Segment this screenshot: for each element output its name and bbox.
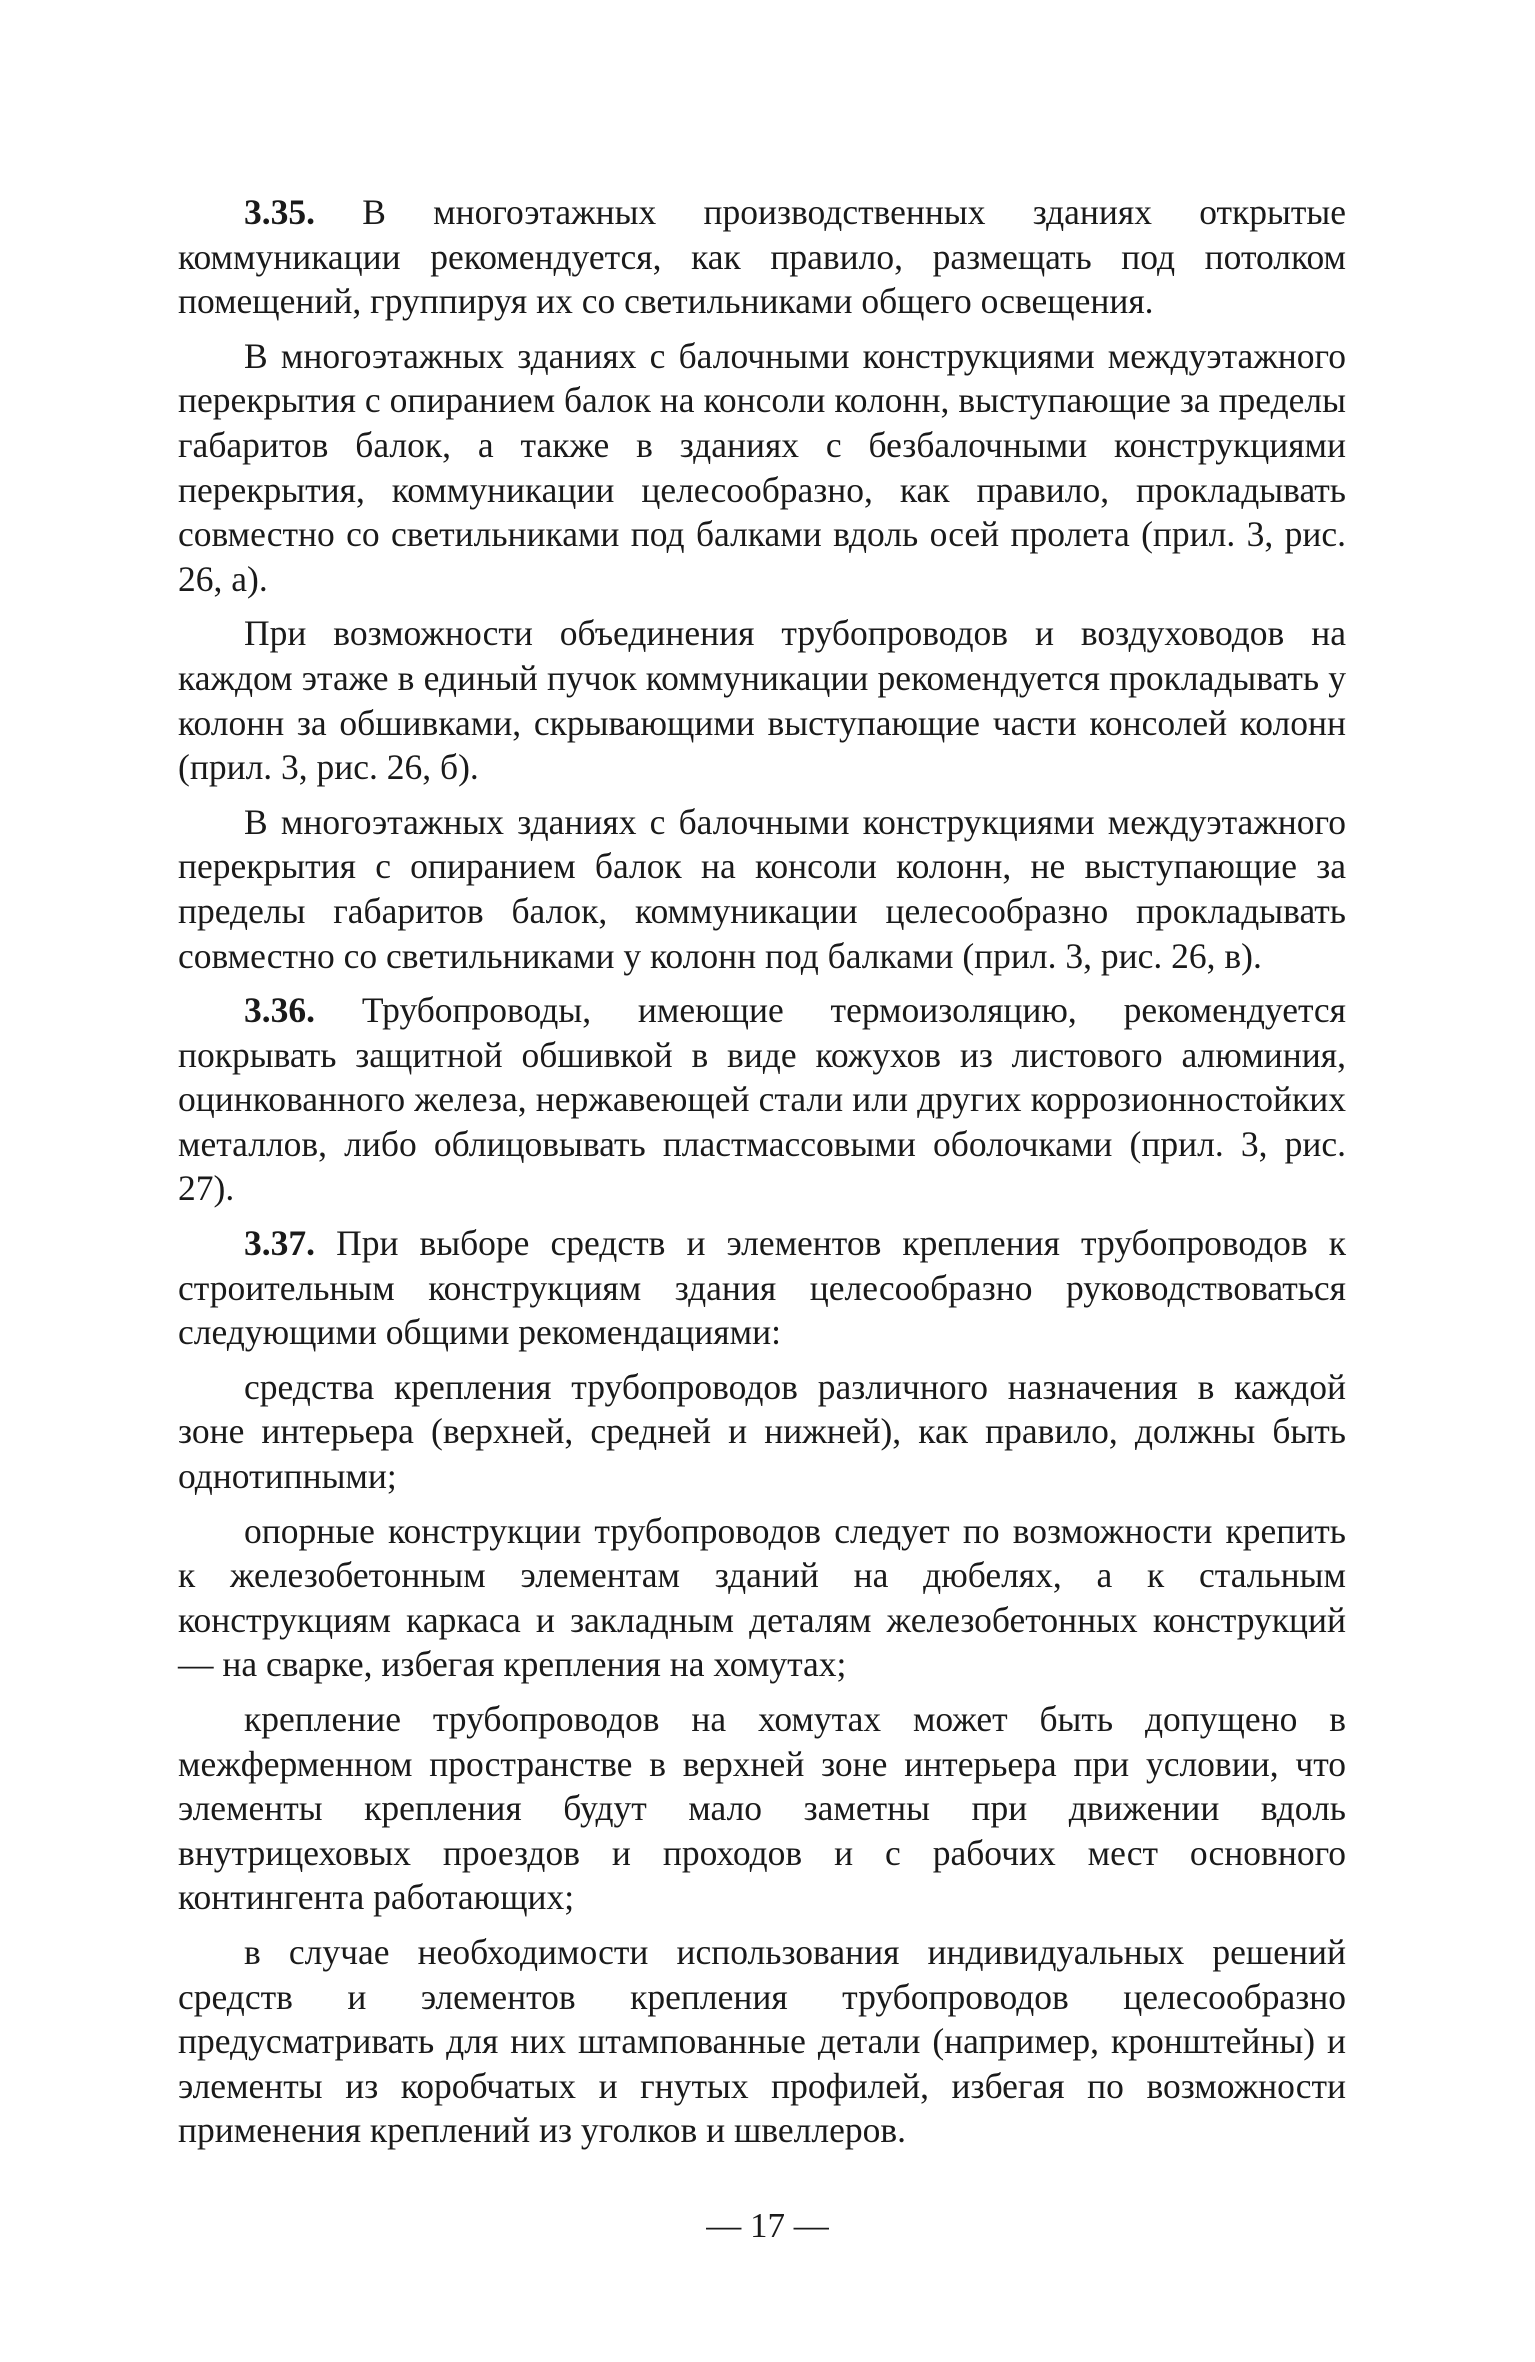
paragraph-text: опорные конструкции трубопроводов следует по возможности крепить к железобетонным элементам зданий на дюбелях, а к стальным конструкциям каркаса и закладным деталям железобетонных конструкций — на сварке, избегая крепления на хомутах; xyxy=(178,1510,1346,1685)
paragraph-text: При возможности объединения трубопроводов и воздуховодов на каждом этаже в единый пучок коммуникации рекомендуется прокладывать у колонн за обшивками, скрывающими выступающие части консолей колонн (прил. 3, рис. 26, б). xyxy=(178,613,1346,788)
paragraph-text: В многоэтажных зданиях с балочными конструкциями междуэтажного перекрытия с опиранием балок на консоли колонн, не выступающие за пределы габаритов балок, коммуникации целесообразно прокладывать совместно со светильниками у колонн под балками (прил. 3, рис. 26, в). xyxy=(178,801,1346,976)
paragraph-text: В многоэтажных производственных зданиях открытые коммуникации рекомендуется, как правило, размещать под потолком помещений, группируя их со светильниками общего освещения. xyxy=(178,192,1346,322)
paragraph-3-37 xyxy=(178,1221,1346,1355)
paragraph-text: Трубопроводы, имеющие термоизоляцию, рекомендуется покрывать защитной обшивкой в виде кожухов из листового алюминия, оцинкованного железа, нержавеющей стали или других коррозионностойких металлов, либо облицовывать пластмассовыми оболочками (прил. 3, рис. 27). xyxy=(178,990,1346,1209)
paragraph xyxy=(178,611,1346,789)
page-number: — 17 — xyxy=(706,2206,829,2245)
paragraph-text: в случае необходимости использования индивидуальных решений средств и элементов крепления трубопроводов целесообразно предусматривать для них штампованные детали (например, кронштейны) и элементы из коробчатых и гнутых профилей, избегая по возможности применения креплений из уголков и швеллеров. xyxy=(178,1931,1346,2151)
paragraph-text: При выборе средств и элементов крепления трубопроводов к строительным конструкциям здания целесообразно руководствоваться следующими общими рекомендациями: xyxy=(178,1223,1346,1353)
list-item xyxy=(178,1697,1346,1920)
paragraph-3-36 xyxy=(178,988,1346,1211)
paragraph-3-35 xyxy=(178,190,1346,324)
list-item xyxy=(178,1930,1346,2153)
paragraph-text: крепление трубопроводов на хомутах может быть допущено в межферменном пространстве в верхней зоне интерьера при условии, что элементы крепления будут мало заметны при движении вдоль внутрицеховых проездов и проходов и с рабочих мест основного контингента работающих; xyxy=(178,1699,1346,1918)
list-item xyxy=(178,1509,1346,1687)
section-number: 3.35. xyxy=(244,192,315,232)
section-number: 3.36. xyxy=(244,990,315,1031)
paragraph-text: средства крепления трубопроводов различного назначения в каждой зоне интерьера (верхней, средней и нижней), как правило, должны быть однотипными; xyxy=(178,1366,1346,1497)
list-item xyxy=(178,1365,1346,1499)
paragraph-text: В многоэтажных зданиях с балочными конструкциями междуэтажного перекрытия с опиранием балок на консоли колонн, выступающие за пределы габаритов балок, а также в зданиях с безбалочными конструкциями перекрытия, коммуникации целесообразно, как правило, прокладывать совместно со светильниками под балками вдоль осей пролета (прил. 3, рис. 26, а). xyxy=(178,335,1346,599)
paragraph xyxy=(178,334,1346,602)
page-body xyxy=(178,190,1346,2163)
section-number: 3.37. xyxy=(244,1223,315,1264)
paragraph xyxy=(178,800,1346,978)
